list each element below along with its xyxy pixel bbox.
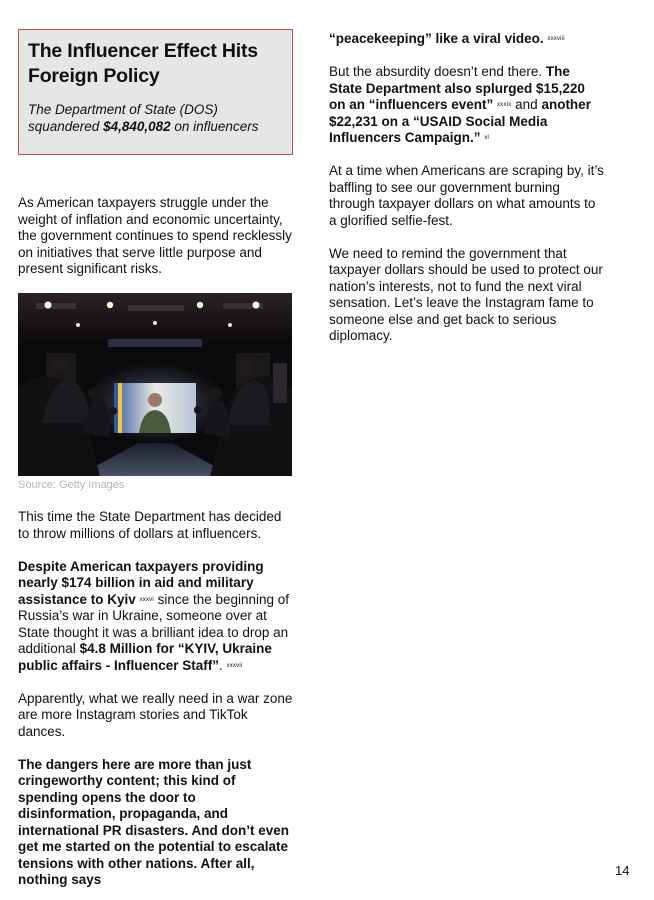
callout-subtitle-prefix: The Department of State (DOS) squandered <box>28 102 218 134</box>
paragraph-aid-spending: Despite American taxpayers providing nearly $174 billion in aid and military assistance to Kyiv $^{xxxvi}$ since the beginning of Russia’s war in Ukraine, someone over at State thought it was a brilliant idea to drop an additional $4.8 Million for “KYIV, Ukraine public affairs - Influencer Staff”. $^{xxxvii}$ <box>18 558 290 673</box>
paragraph-absurdity: But the absurdity doesn’t end there. The State Department also splurged $15,220 on an “influencers event” $^{xxxix}$ and another $22,231 on a “USAID Social Media Influencers Campaign.” $^{xl}$ <box>329 64 591 145</box>
page-number: 14 <box>615 863 630 878</box>
paragraph-peacekeeping: “peacekeeping” like a viral video. $^{xxxviii}$ <box>329 31 565 46</box>
photo-illustration <box>18 293 292 476</box>
footnote-ref-xxxvii: xxxvii <box>226 662 243 669</box>
footnote-ref-xl: xl <box>484 135 490 141</box>
aid-amount-text: Despite American taxpayers providing nearly $174 billion in aid and military assistance to Kyiv <box>18 558 264 607</box>
callout-subtitle <box>28 101 283 135</box>
influencer-staff-text: $4.8 Million for “KYIV, Ukraine public affairs - Influencer Staff” <box>18 641 272 673</box>
footnote-ref-xxxvi: xxxvi <box>139 596 154 603</box>
left-intro-paragraph <box>18 195 293 278</box>
right-body-column <box>329 31 604 345</box>
callout-box <box>18 29 293 155</box>
paragraph-dangers: The dangers here are more than just cringeworthy content; this kind of spending opens the door to disinformation, propaganda, and international PR disasters. And don’t even get me started on the potential to escalate tensions with other nations. After all, nothing says <box>18 756 290 887</box>
left-body-column <box>18 509 293 889</box>
paragraph-remind-government: We need to remind the government that taxpayer dollars should be used to protect our nation’s interests, not to fund the next viral sensation. Let’s leave the Instagram fame to someone else and get back to serious diplomacy. <box>329 245 603 343</box>
zelenskyy-screen-photo <box>18 293 292 476</box>
intro-text: As American taxpayers struggle under the weight of inflation and economic uncertainty, the government continues to spend recklessly on initiatives that serve little purpose and present significant risks. <box>18 195 292 276</box>
image-caption: Source: Getty Images <box>18 479 125 491</box>
paragraph-war-zone: Apparently, what we really need in a war zone are more Instagram stories and TikTok dances. <box>18 690 293 739</box>
aid-text: since the beginning of Russia’s war in Ukraine, someone over at State thought it was a brilliant idea to drop an additional <box>18 591 290 656</box>
callout-title: The Influencer Effect Hits Foreign Policy <box>28 40 258 87</box>
paragraph-influencers: This time the State Department has decided to throw millions of dollars at influencers. <box>18 509 282 541</box>
usaid-campaign-text: another $22,231 on a “USAID Social Media Influencers Campaign.” <box>329 97 591 145</box>
influencers-event-text: The State Department also splurged $15,220 on an “influencers event” <box>329 64 585 112</box>
footnote-ref-xxxix: xxxix <box>497 102 512 108</box>
paragraph-selfie-fest: At a time when Americans are scraping by, it’s baffling to see our government burning through taxpayer dollars on what amounts to a glorified selfie-fest. <box>329 163 604 228</box>
footnote-ref-xxxviii: xxxviii <box>547 36 565 42</box>
callout-subtitle-amount: $4,840,082 <box>103 119 171 134</box>
callout-subtitle-suffix: on influencers <box>170 119 259 134</box>
